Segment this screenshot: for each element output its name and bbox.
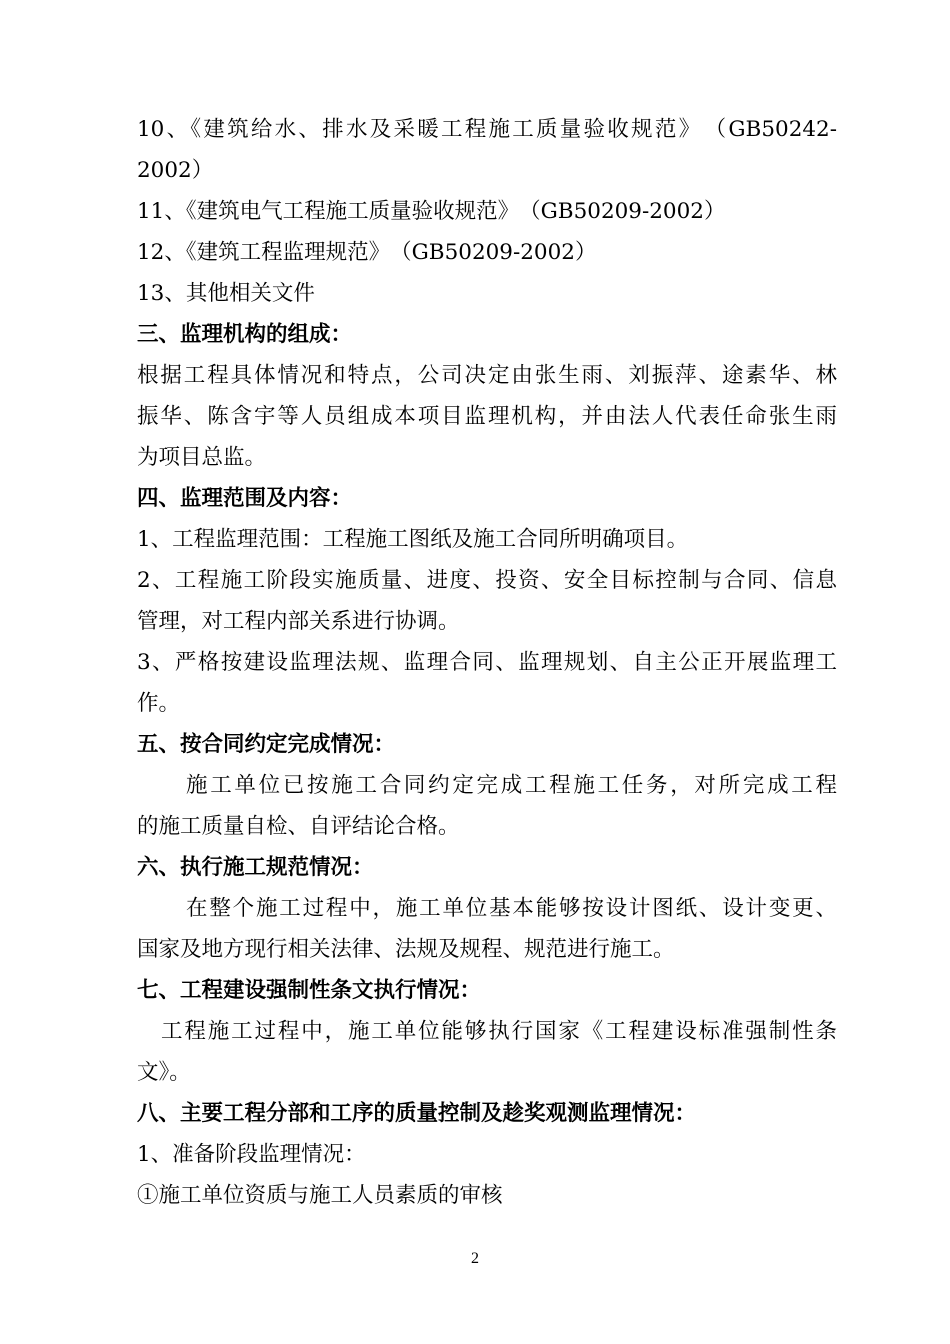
section-heading: 七、工程建设强制性条文执行情况：: [137, 978, 482, 1003]
page-number: 2: [471, 1250, 479, 1267]
section-heading: 三、监理机构的组成：: [137, 322, 353, 347]
section-heading: 六、执行施工规范情况：: [137, 855, 374, 880]
body-text-line: 作。: [137, 691, 181, 716]
body-text-line: 13、其他相关文件: [137, 281, 315, 306]
body-text-line: 国家及地方现行相关法律、法规及规程、规范进行施工。: [137, 937, 675, 962]
section-heading: 五、按合同约定完成情况：: [137, 732, 396, 757]
body-text-line: 管理，对工程内部关系进行协调。: [137, 609, 460, 634]
body-text-line: 1、工程监理范围：工程施工图纸及施工合同所明确项目。: [137, 527, 689, 552]
body-text-line: 3、严格按建设监理法规、监理合同、监理规划、自主公正开展监理工: [137, 650, 837, 675]
body-text-line: 1、准备阶段监理情况：: [137, 1142, 366, 1167]
body-text-line: 11、《建筑电气工程施工质量验收规范》 （GB50209-2002）: [137, 199, 726, 224]
body-text-line: 根据工程具体情况和特点，公司决定由张生雨、刘振萍、途素华、林: [137, 363, 837, 388]
body-text-line: 振华、陈含宇等人员组成本项目监理机构，并由法人代表任命张生雨: [137, 404, 837, 429]
body-text-line: 10、《建筑给水、排水及采暖工程施工质量验收规范》 （GB50242-: [137, 117, 837, 142]
body-text-line: 工程施工过程中，施工单位能够执行国家《工程建设标准强制性条: [161, 1019, 837, 1044]
body-text-line: 12、《建筑工程监理规范》 （GB50209-2002）: [137, 240, 597, 265]
section-heading: 四、监理范围及内容：: [137, 486, 353, 511]
body-text-line: 为项目总监。: [137, 445, 267, 470]
body-text-line: ①施工单位资质与施工人员素质的审核: [137, 1183, 503, 1208]
body-text-line: 2、工程施工阶段实施质量、进度、投资、安全目标控制与合同、信息: [137, 568, 837, 593]
body-text-line: 文》。: [137, 1060, 191, 1085]
section-heading: 八、主要工程分部和工序的质量控制及趁奖观测监理情况：: [137, 1101, 697, 1126]
body-text-line: 在整个施工过程中，施工单位基本能够按设计图纸、设计变更、: [186, 896, 837, 921]
body-text-line: 的施工质量自检、自评结论合格。: [137, 814, 460, 839]
body-text-line: 2002）: [137, 158, 214, 183]
body-text-line: 施工单位已按施工合同约定完成工程施工任务，对所完成工程: [186, 773, 837, 798]
